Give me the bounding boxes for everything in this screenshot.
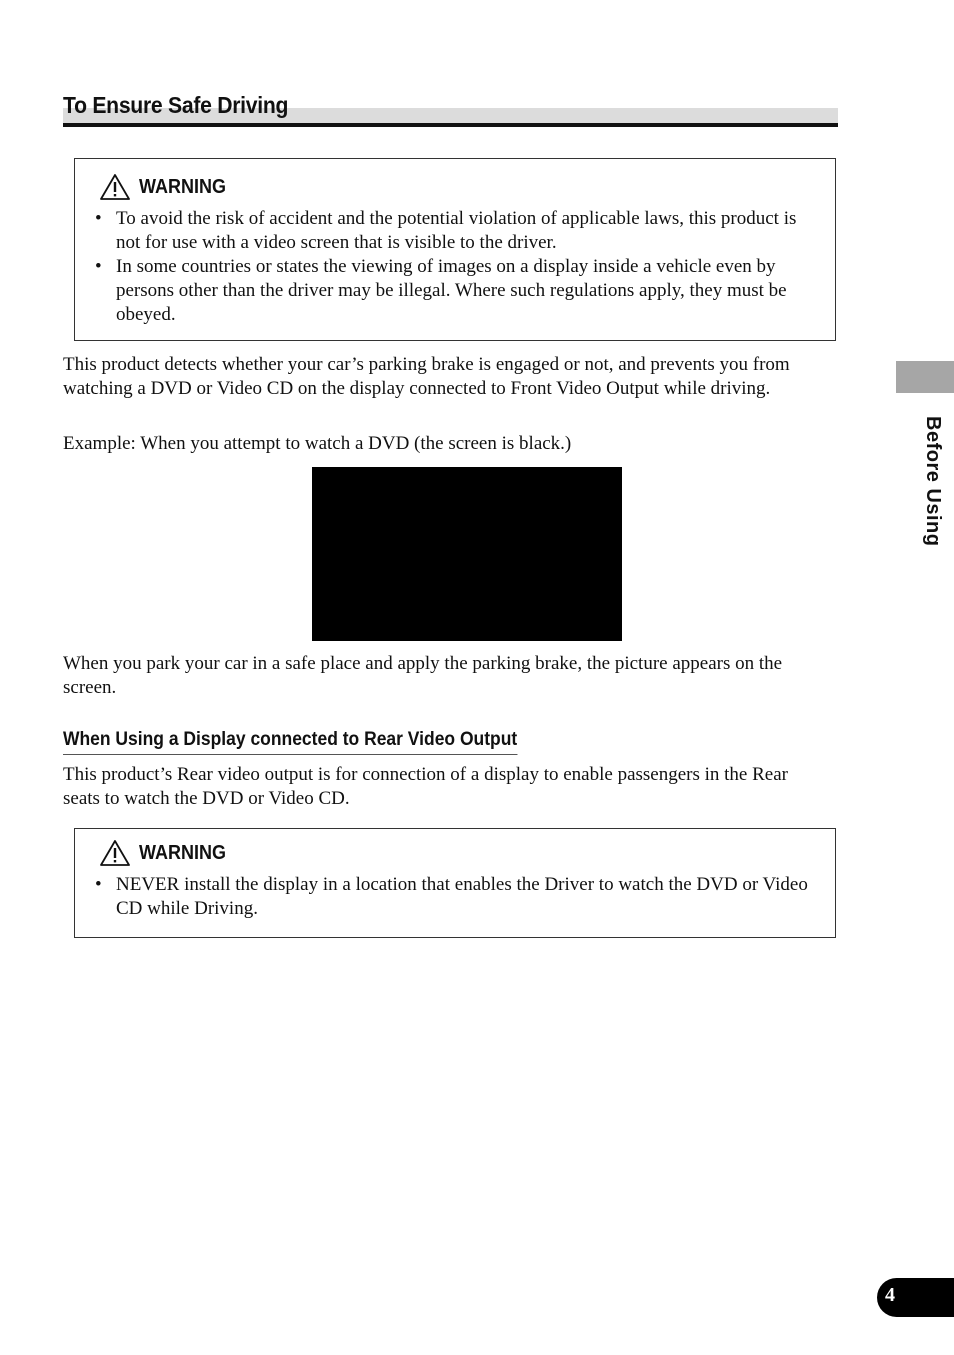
title-rule [63, 123, 838, 127]
warning-label: WARNING [139, 841, 227, 864]
bullet: • [95, 874, 102, 895]
list-item-text: To avoid the risk of accident and the potential violation of applicable laws, this product is not for use with a video screen that is visible to the driver. [116, 208, 797, 253]
page-title: To Ensure Safe Driving [63, 92, 289, 118]
paragraph-park-car: When you park your car in a safe place and apply the parking brake, the picture appears on the screen. [63, 653, 783, 698]
warning-box-2 [74, 828, 836, 938]
list-item-text: In some countries or states the viewing of images on a display inside a vehicle even by persons other than the driver may be illegal. Where such regulations apply, they must be obeyed. [116, 256, 787, 325]
warning-header [99, 839, 835, 867]
black-screen-image [312, 467, 622, 641]
list-item-text: NEVER install the display in a location that enables the Driver to watch the DVD or Video CD while Driving. [116, 874, 808, 919]
page-number-badge [877, 1278, 954, 1317]
warning-list [75, 207, 835, 327]
warning-triangle-icon [99, 839, 131, 867]
page-number: 4 [885, 1284, 895, 1306]
paragraph-rear-output: This product’s Rear video output is for connection of a display to enable passengers in the Rear seats to watch the DVD or Video CD. [63, 764, 788, 809]
warning-header [99, 173, 835, 201]
paragraph-parking-brake: This product detects whether your car’s parking brake is engaged or not, and prevents you from watching a DVD or Video CD on the display connected to Front Video Output while driving. [63, 354, 790, 399]
bullet: • [95, 208, 102, 229]
warning-box-1 [74, 158, 836, 341]
paragraph-example: Example: When you attempt to watch a DVD (the screen is black.) [63, 433, 572, 454]
side-tab-marker [896, 361, 954, 393]
list-item [95, 873, 815, 921]
subheading: When Using a Display connected to Rear Video Output [63, 729, 517, 755]
warning-triangle-icon [99, 173, 131, 201]
warning-label: WARNING [139, 175, 227, 198]
side-tab-label: Before Using [922, 416, 944, 547]
bullet: • [95, 256, 102, 277]
warning-list [75, 873, 835, 921]
list-item [95, 207, 815, 255]
list-item [95, 255, 815, 327]
